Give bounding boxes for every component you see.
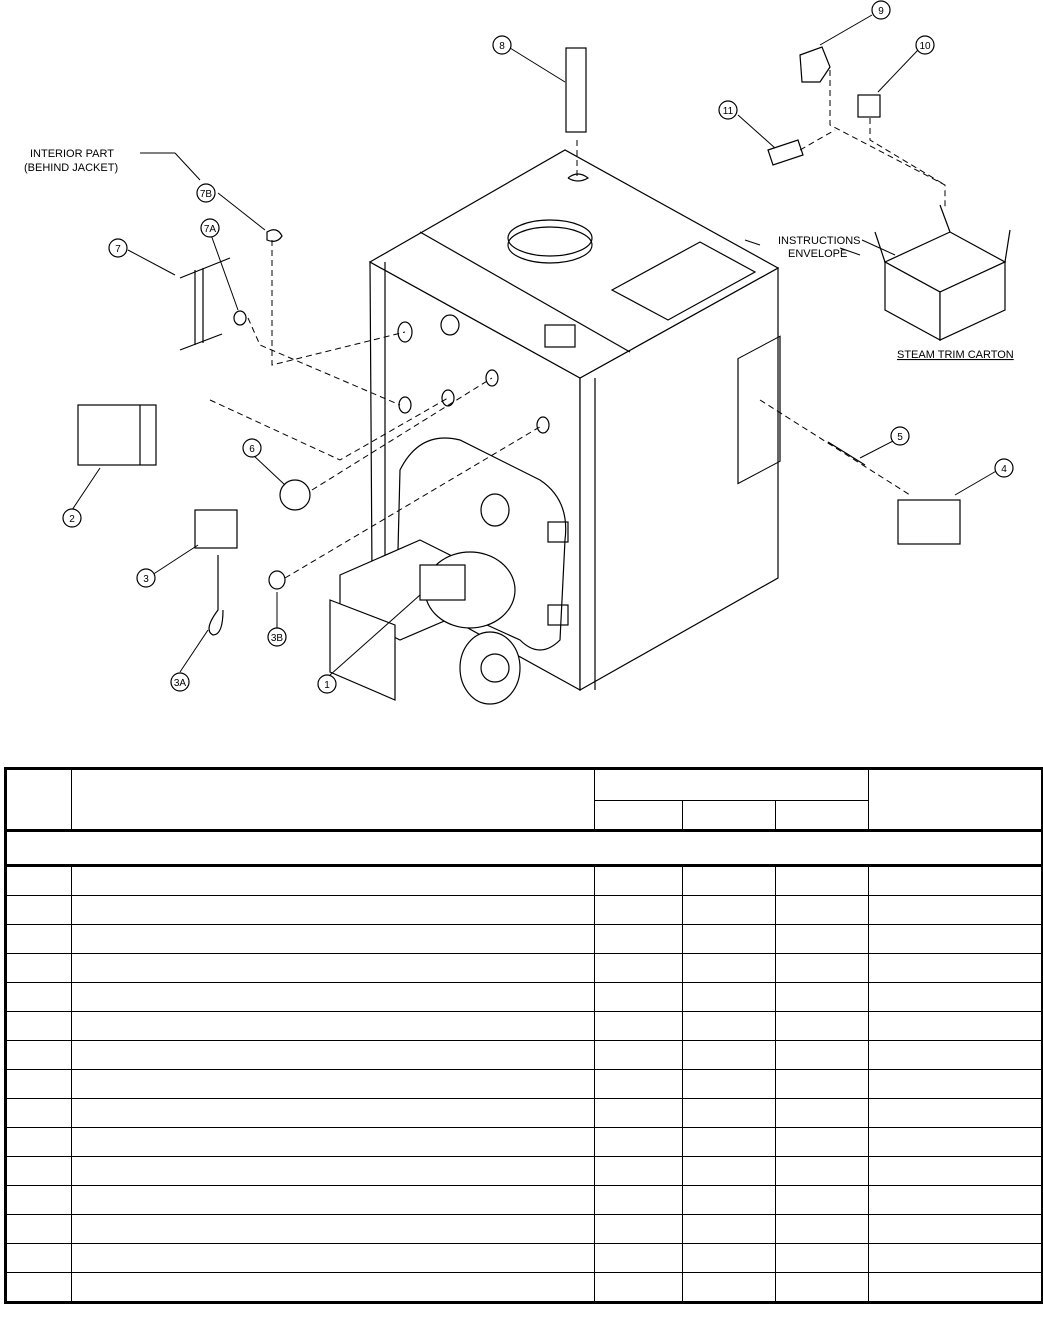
- table-cell: [776, 896, 869, 925]
- callout-5: 5: [897, 432, 903, 443]
- table-cell: [869, 925, 1043, 954]
- table-cell: [6, 1244, 72, 1273]
- table-cell: [869, 1157, 1043, 1186]
- header-cell: [595, 769, 869, 801]
- table-cell: [683, 1273, 776, 1303]
- part-9-valve: [800, 47, 830, 82]
- callout-7b: 7B: [199, 189, 213, 200]
- table-cell: [776, 983, 869, 1012]
- table-cell: [683, 1070, 776, 1099]
- table-cell: [683, 1157, 776, 1186]
- table-cell: [595, 896, 683, 925]
- table-cell: [595, 925, 683, 954]
- table-cell: [776, 1244, 869, 1273]
- table-cell: [776, 1070, 869, 1099]
- table-cell: [869, 1215, 1043, 1244]
- table-cell: [776, 1128, 869, 1157]
- part-10-cap: [858, 95, 880, 117]
- table-row: [6, 1215, 1043, 1244]
- table-row: [6, 1157, 1043, 1186]
- table-row: [6, 1070, 1043, 1099]
- behind-jacket-label: (BEHIND JACKET): [24, 162, 119, 174]
- oil-burner: [330, 540, 520, 704]
- callout-9: 9: [878, 6, 884, 17]
- table-cell: [6, 1215, 72, 1244]
- table-cell: [72, 1012, 595, 1041]
- table-cell: [869, 1186, 1043, 1215]
- table-cell: [683, 896, 776, 925]
- part-4-switch: [898, 500, 960, 544]
- table-cell: [72, 983, 595, 1012]
- table-cell: [869, 1244, 1043, 1273]
- table-cell: [72, 866, 595, 896]
- part-11-drain: [768, 140, 803, 165]
- callout-11: 11: [722, 106, 734, 117]
- table-cell: [6, 866, 72, 896]
- table-row: [6, 1041, 1043, 1070]
- table-row: [6, 1128, 1043, 1157]
- table-cell: [683, 983, 776, 1012]
- table-body: [6, 866, 1043, 1303]
- table-cell: [869, 866, 1043, 896]
- instructions-label: INSTRUCTIONS: [778, 235, 861, 247]
- table-cell: [6, 1012, 72, 1041]
- part-2-box: [78, 405, 156, 465]
- table-cell: [776, 1273, 869, 1303]
- table-cell: [6, 1041, 72, 1070]
- table-row: [6, 1186, 1043, 1215]
- subheader-cell: [683, 801, 776, 831]
- table-cell: [72, 1070, 595, 1099]
- table-cell: [6, 1070, 72, 1099]
- table-cell: [869, 1128, 1043, 1157]
- table-row: [6, 983, 1043, 1012]
- table-cell: [72, 1186, 595, 1215]
- callout-6: 6: [249, 444, 255, 455]
- part-7-gauge-glass: [180, 258, 230, 350]
- table-cell: [869, 1041, 1043, 1070]
- header-cell: [869, 769, 1043, 831]
- table-cell: [595, 1273, 683, 1303]
- table-cell: [595, 1012, 683, 1041]
- callout-10: 10: [919, 41, 931, 52]
- table-cell: [72, 1244, 595, 1273]
- table-cell: [595, 954, 683, 983]
- callout-3a: 3A: [173, 678, 187, 689]
- table-cell: [595, 1070, 683, 1099]
- table-cell: [72, 1157, 595, 1186]
- table-cell: [72, 925, 595, 954]
- subheader-cell: [595, 801, 683, 831]
- table-cell: [72, 1041, 595, 1070]
- table-row: [6, 1099, 1043, 1128]
- table-cell: [6, 983, 72, 1012]
- table-cell: [6, 896, 72, 925]
- subheader-cell: [776, 801, 869, 831]
- table-cell: [683, 1244, 776, 1273]
- callout-7a: 7A: [203, 224, 217, 235]
- table-cell: [6, 1273, 72, 1303]
- table-cell: [595, 1215, 683, 1244]
- table-cell: [776, 1157, 869, 1186]
- table-cell: [6, 1128, 72, 1157]
- table-cell: [72, 896, 595, 925]
- table-cell: [869, 983, 1043, 1012]
- table-row: [6, 1273, 1043, 1303]
- table-cell: [683, 1215, 776, 1244]
- table-cell: [595, 866, 683, 896]
- table-cell: [683, 1128, 776, 1157]
- table-cell: [869, 954, 1043, 983]
- header-cell: [6, 769, 72, 831]
- table-cell: [595, 1099, 683, 1128]
- table-cell: [776, 1041, 869, 1070]
- callout-1: 1: [324, 680, 330, 691]
- callout-3b: 3B: [270, 633, 284, 644]
- callout-7: 7: [115, 244, 121, 255]
- table-cell: [683, 1099, 776, 1128]
- interior-part-label: INTERIOR PART: [30, 148, 114, 160]
- table-cell: [683, 954, 776, 983]
- envelope-label: ENVELOPE: [788, 248, 848, 260]
- table-cell: [72, 1215, 595, 1244]
- table-cell: [6, 954, 72, 983]
- steam-trim-carton-label: STEAM TRIM CARTON: [897, 349, 1014, 361]
- table-header-row: [6, 769, 1043, 801]
- table-cell: [72, 1128, 595, 1157]
- part-8-nipple: [566, 48, 586, 132]
- table-cell: [72, 1099, 595, 1128]
- steam-trim-carton: [875, 205, 1010, 340]
- table-cell: [776, 925, 869, 954]
- header-cell: [72, 769, 595, 831]
- table-cell: [6, 1099, 72, 1128]
- table-cell: [683, 1041, 776, 1070]
- table-cell: [776, 1012, 869, 1041]
- table-cell: [595, 1186, 683, 1215]
- table-cell: [776, 1215, 869, 1244]
- table-cell: [595, 1041, 683, 1070]
- table-cell: [6, 1186, 72, 1215]
- table-cell: [683, 1186, 776, 1215]
- table-cell: [683, 1012, 776, 1041]
- parts-table: [4, 767, 1043, 1304]
- table-cell: [6, 925, 72, 954]
- callout-8: 8: [499, 41, 505, 52]
- table-section-row: [6, 831, 1043, 866]
- table-cell: [869, 896, 1043, 925]
- table-cell: [776, 866, 869, 896]
- table-cell: [683, 925, 776, 954]
- table-row: [6, 925, 1043, 954]
- table-cell: [776, 954, 869, 983]
- table-cell: [595, 1244, 683, 1273]
- table-cell: [776, 1186, 869, 1215]
- table-row: [6, 866, 1043, 896]
- callout-3: 3: [143, 574, 149, 585]
- table-cell: [869, 1099, 1043, 1128]
- table-cell: [595, 983, 683, 1012]
- table-cell: [776, 1099, 869, 1128]
- table-cell: [595, 1128, 683, 1157]
- table-cell: [683, 866, 776, 896]
- section-cell: [6, 831, 1043, 866]
- table-cell: [6, 1157, 72, 1186]
- table-cell: [869, 1012, 1043, 1041]
- table-cell: [72, 1273, 595, 1303]
- table-row: [6, 896, 1043, 925]
- callout-4: 4: [1001, 464, 1007, 475]
- part-3-switch: [195, 510, 237, 548]
- table-cell: [595, 1157, 683, 1186]
- table-cell: [72, 954, 595, 983]
- callout-2: 2: [69, 514, 75, 525]
- table-cell: [869, 1070, 1043, 1099]
- table-row: [6, 1012, 1043, 1041]
- table-cell: [869, 1273, 1043, 1303]
- table-row: [6, 1244, 1043, 1273]
- table-row: [6, 954, 1043, 983]
